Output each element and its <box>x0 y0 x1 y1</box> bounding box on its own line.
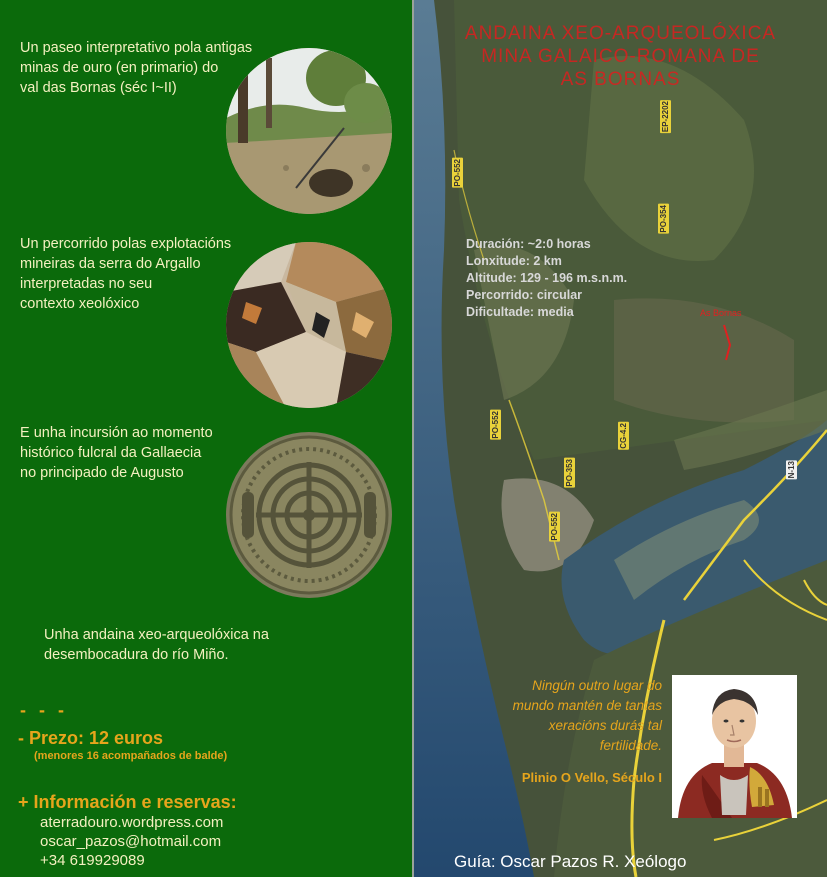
route-stats <box>466 236 627 321</box>
road-label: PO-354 <box>659 205 668 233</box>
separator-dashes: - - - <box>20 700 68 720</box>
intro-text-summary: Unha andaina xeo-arqueolóxica na desembocadura do río Miño. <box>44 627 269 663</box>
pliny-quote: Ningún outro lugar do mundo mantén de tantas xeracións durás tal fertilidade. <box>512 678 662 753</box>
intro-text-explorations: Un percorrido polas explotacións mineiras da serra do Argallo interpretadas no seu contexto xeolóxico <box>20 236 232 312</box>
quote-author: Plinio O Vello, Século I <box>521 770 662 785</box>
road-label: PO-552 <box>550 513 559 541</box>
mineral-rock-photo <box>226 242 392 408</box>
map-title: ANDAINA XEO-ARQUEOLÓXICA MINA GALAICO-ROMANA DE AS BORNAS <box>464 23 777 90</box>
stat-altitude: Altitude: 129 - 196 m.s.n.m. <box>466 271 628 285</box>
stat-difficulty: Dificultade: media <box>466 305 574 319</box>
mine-location-label: As Bornas <box>700 308 742 318</box>
stat-length: Lonxitude: 2 km <box>466 254 562 268</box>
price-note: (menores 16 acompañados de balde) <box>34 750 228 762</box>
guide-credit: Guía: Oscar Pazos R. Xeólogo <box>454 852 687 871</box>
info-reservations-heading: + Información e reservas: <box>18 792 237 812</box>
gallaecian-disc-photo <box>226 432 392 598</box>
intro-text-history: E unha incursión ao momento histórico fulcral da Gallaecia no principado de Augusto <box>20 425 213 481</box>
contact-website-link[interactable]: aterradouro.wordpress.com <box>40 814 224 831</box>
price-label: - Prezo: 12 euros <box>18 728 164 748</box>
satellite-map <box>414 0 827 877</box>
road-label: EP-2202 <box>661 101 670 133</box>
intro-text-mines: Un paseo interpretativo pola antigas minas de ouro (en primario) do val das Bornas (séc I~II) <box>20 40 253 96</box>
stat-route: Percorrido: circular <box>466 288 583 302</box>
road-label: PO-552 <box>491 411 500 439</box>
road-label: N-13 <box>787 461 796 479</box>
forest-mine-photo <box>226 48 392 214</box>
contact-phone: +34 619929089 <box>40 852 145 869</box>
stat-duration: Duración: ~2:0 horas <box>466 237 591 251</box>
road-label: PO-552 <box>453 159 462 187</box>
pliny-portrait <box>672 675 797 818</box>
contact-email-link[interactable]: oscar_pazos@hotmail.com <box>40 833 222 850</box>
road-label: CG-4.2 <box>619 423 628 449</box>
road-label: PO-353 <box>565 459 574 487</box>
